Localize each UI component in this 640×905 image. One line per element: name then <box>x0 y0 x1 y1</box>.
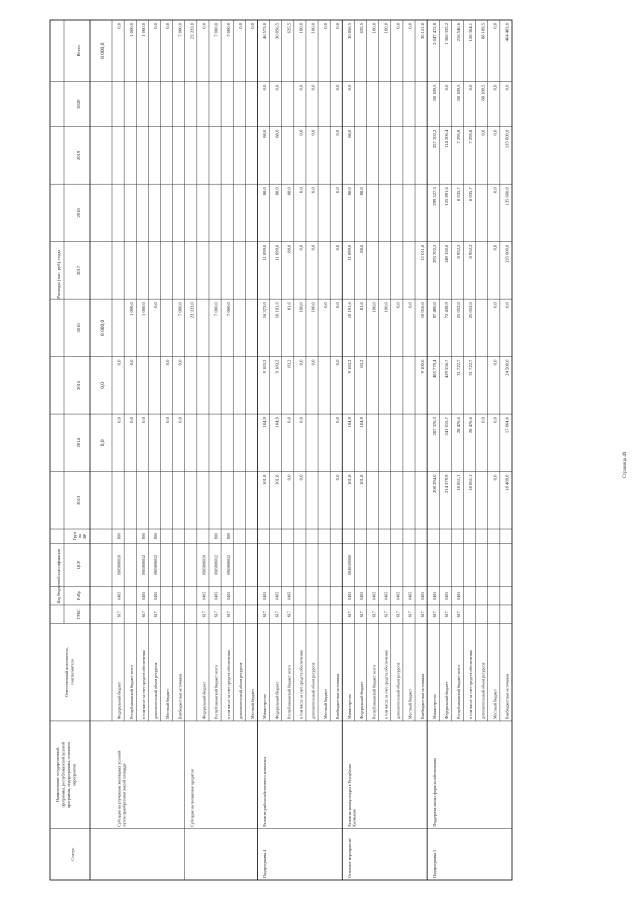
top-total-sum: 8 000,0 <box>100 42 106 59</box>
cell-value-2019: 0,0 <box>298 129 304 136</box>
cell-rzpr: 0405 <box>395 591 401 600</box>
header-rzpr: РзПр <box>76 591 81 601</box>
cell-value-2017: 8 952,2 <box>456 244 462 259</box>
cell-value-2020: 0,0 <box>274 84 280 91</box>
cell-value-2020: 0,0 <box>347 84 353 91</box>
cell-grbs: 617 <box>140 611 146 618</box>
cell-responsible: дополнительный объем ресурсов <box>237 662 243 719</box>
cell-value-2018: 8 035,7 <box>456 187 462 201</box>
cell-value-2020: 0,0 <box>262 84 268 91</box>
cell-value-2016: 25 052,0 <box>468 302 474 319</box>
cell-grbs: 617 <box>347 611 353 618</box>
cell-value-2017: 88,0 <box>359 244 365 253</box>
cell-value-2019: 0,0 <box>492 129 498 136</box>
cell-value-2013: 101,8 <box>359 474 365 485</box>
cell-value-2019: 88,0 <box>274 129 280 138</box>
cell-value-2018: 125 891,6 <box>444 187 449 206</box>
cell-value-2019: 7 295,8 <box>456 129 462 144</box>
cell-value-Всего: 7 000,0 <box>213 23 219 37</box>
cell-program-name: Субсидия на улучшение жилищных условий <box>116 750 122 827</box>
cell-value-2016: 100,0 <box>310 302 316 313</box>
cell-program-name: Развитие аквакультуры в Республике <box>347 763 353 827</box>
cell-rzpr: 0405 <box>225 591 231 600</box>
cell-responsible: дополнительный объем ресурсов <box>395 662 401 719</box>
cell-responsible: в том числе за счет средств обеспечения <box>468 650 474 719</box>
header-year-2019: 2019 <box>76 150 81 161</box>
cell-value-2016: 100,0 <box>298 302 304 313</box>
cell-value-2015: 31 722,7 <box>468 359 474 376</box>
cell-responsible: Местный бюджет <box>250 688 256 719</box>
cell-value-2014: 104,9 <box>274 417 280 428</box>
cell-value-2020: 0,0 <box>492 84 498 91</box>
cell-csr: 0905806010 <box>201 554 207 575</box>
header-expenses: Расходы (тыс. руб), годы <box>56 250 61 299</box>
page-number-label: Страница 49 <box>623 451 628 479</box>
cell-value-2015: 0,0 <box>177 359 183 366</box>
cell-value-2014: 0,0 <box>492 417 498 423</box>
cell-value-2015: 9 183,2 <box>347 359 353 374</box>
cell-responsible: Внебюджетные источники <box>419 673 425 719</box>
cell-responsible: в том числе за счет средств обеспечения <box>298 650 304 719</box>
cell-grbs: 617 <box>262 611 268 618</box>
cell-value-2014: 0,0 <box>286 417 292 423</box>
cell-grbs: 617 <box>201 611 207 618</box>
header-vr: па <box>77 534 82 539</box>
cell-responsible: Федеральный бюджет <box>444 681 449 719</box>
cell-value-2019: 0,0 <box>480 129 486 136</box>
cell-rzpr: 0405 <box>347 591 353 600</box>
cell-value-2016: 7 000,0 <box>177 302 183 316</box>
cell-value-Всего: 0,0 <box>237 23 243 29</box>
cell-value-2016: 23 333,0 <box>189 302 195 319</box>
header-year-2018: 2018 <box>76 208 81 218</box>
cell-value-2016: 10 191,6 <box>347 302 353 319</box>
cell-value-2014: 287 376,3 <box>431 417 437 436</box>
cell-value-Всего: 216 546,6 <box>456 23 462 42</box>
cell-vr: 800 <box>225 533 231 540</box>
cell-responsible: Внебюджетные источники <box>177 673 183 719</box>
top-total-2016: 8 000,0 <box>100 319 106 336</box>
cell-value-2018: 88,0 <box>347 187 353 196</box>
cell-value-2017: 8 952,2 <box>468 244 474 259</box>
cell-value-2015: 485 779,4 <box>431 359 437 378</box>
cell-grbs: 617 <box>213 611 219 618</box>
header-program-name: Наименование государственной <box>55 747 60 803</box>
cell-value-2016: 25 052,0 <box>456 302 462 319</box>
cell-value-Всего: 1 000,0 <box>140 23 146 37</box>
cell-value-2020: 0,0 <box>334 84 340 91</box>
cell-value-Всего: 23 333,0 <box>189 23 195 40</box>
cell-value-2016: 0,0 <box>395 302 401 308</box>
cell-value-2013: 208 294,0 <box>431 474 437 493</box>
cell-value-2013: 0,0 <box>286 474 292 481</box>
cell-value-2015: 0,0 <box>165 359 171 366</box>
cell-responsible: Министерство <box>431 694 437 719</box>
cell-vr: 800 <box>116 533 122 540</box>
cell-value-Всего: 30 121,0 <box>419 23 425 40</box>
cell-value-2019: 7 295,8 <box>468 129 474 144</box>
cell-responsible: дополнительный объем ресурсов <box>480 662 486 719</box>
cell-value-2018: 0,0 <box>298 187 304 193</box>
cell-value-2013: 214 379,9 <box>444 474 449 493</box>
cell-responsible: Республиканский бюджет всего <box>371 665 377 719</box>
cell-value-2014: 17 864,0 <box>504 417 510 434</box>
cell-value-2019: 135 600,0 <box>504 129 510 149</box>
cell-value-2013: 18 489,0 <box>504 474 510 491</box>
cell-value-2015: 9 183,2 <box>274 359 280 374</box>
cell-value-Всего: 100,0 <box>310 23 316 34</box>
cell-value-Всего: 30 856,5 <box>274 23 280 40</box>
cell-value-2018: 88,0 <box>274 187 280 196</box>
cell-value-2019: 0,0 <box>334 129 340 136</box>
cell-value-2015: 9 183,2 <box>262 359 268 374</box>
header-responsible: Ответственный исполнитель, <box>64 647 69 698</box>
cell-value-2016: 0,0 <box>492 302 498 308</box>
cell-value-2016: 72 438,9 <box>444 302 449 319</box>
cell-responsible: Министерство <box>262 694 268 719</box>
cell-value-2018: 0,0 <box>492 187 498 193</box>
cell-value-Всего: 7 000,0 <box>225 23 231 37</box>
cell-value-2017: 11 099,0 <box>347 244 353 261</box>
cell-rzpr: 0405 <box>444 591 449 600</box>
cell-responsible: Республиканский бюджет всего <box>286 665 292 719</box>
cell-responsible: Местный бюджет <box>165 688 171 719</box>
cell-value-2015: 31 722,7 <box>456 359 462 376</box>
cell-value-Всего: 88 189,5 <box>480 23 486 40</box>
cell-value-2014: 241 015,7 <box>444 417 449 436</box>
cell-value-2017: 0,0 <box>310 244 316 251</box>
cell-csr: 0905806012 <box>153 554 159 575</box>
cell-responsible: Федеральный бюджет <box>116 681 122 719</box>
cell-value-2020: 0,0 <box>310 84 316 91</box>
cell-value-2017: 0,0 <box>298 244 304 251</box>
cell-responsible: дополнительный объем ресурсов <box>153 662 159 719</box>
cell-value-2016: 10 010,0 <box>419 302 425 319</box>
cell-responsible: Местный бюджет <box>492 688 498 719</box>
cell-value-Всего: 1 366 335,2 <box>444 23 449 45</box>
cell-value-2014: 0,0 <box>128 417 134 423</box>
cell-grbs: 617 <box>444 611 449 618</box>
cell-value-2016: 100,0 <box>383 302 389 313</box>
header-vr: Груп <box>72 532 77 541</box>
cell-status: Подпрограмма 4 <box>262 849 268 878</box>
cell-value-Всего: 100,0 <box>371 23 377 34</box>
cell-value-2014: 0,0 <box>116 417 122 423</box>
cell-rzpr: 0405 <box>383 591 389 600</box>
cell-value-Всего: 128 364,1 <box>468 23 474 42</box>
cell-responsible: Республиканский бюджет всего <box>128 665 134 719</box>
cell-grbs: 617 <box>116 611 122 618</box>
cell-value-2016: 7 000,0 <box>225 302 231 316</box>
cell-value-Всего: 46 573,0 <box>262 23 268 40</box>
cell-value-2014: 0,0 <box>298 417 304 423</box>
cell-program-name: Развитие рыбохозяйственного комплекса <box>262 756 268 827</box>
cell-value-2016: 10 191,6 <box>274 302 280 319</box>
cell-value-2014: 0,0 <box>480 417 486 423</box>
header-status: Статус <box>70 847 75 861</box>
cell-value-2016: 0,0 <box>504 302 510 308</box>
cell-value-2016: 0,0 <box>407 302 413 308</box>
cell-value-Всего: 0,0 <box>153 23 159 29</box>
cell-value-2016: 97 490,0 <box>431 302 437 319</box>
header-year-2016: 2016 <box>76 323 81 333</box>
cell-responsible: Местный бюджет <box>407 688 413 719</box>
cell-value-2017: 135 600,0 <box>504 244 510 264</box>
cell-value-2017: 11 099,0 <box>274 244 280 261</box>
header-program-name: программы, подпрограммы, основного <box>66 741 71 808</box>
cell-value-2014: 0,0 <box>334 417 340 423</box>
cell-value-2017: 11 011,0 <box>419 244 425 261</box>
cell-value-2020: 88 189,5 <box>431 84 437 101</box>
cell-rzpr: 0405 <box>286 591 292 600</box>
cell-value-Всего: 0,0 <box>201 23 207 29</box>
cell-value-2016: 100,0 <box>371 302 377 313</box>
cell-value-2018: 299 527,3 <box>431 187 437 206</box>
cell-value-2020: 88 189,5 <box>480 84 486 101</box>
cell-value-2013: 18 851,1 <box>468 474 474 491</box>
cell-value-Всего: 0,0 <box>395 23 401 29</box>
cell-rzpr: 0405 <box>419 591 425 600</box>
cell-value-Всего: 635,5 <box>359 23 365 34</box>
cell-vr: 800 <box>140 533 146 540</box>
cell-value-2018: 0,0 <box>334 187 340 193</box>
header-csr: ЦСР <box>76 561 81 569</box>
cell-value-2015: 9 100,0 <box>419 359 425 374</box>
cell-value-2019: 257 102,2 <box>431 129 437 149</box>
cell-value-2018: 0,0 <box>310 187 316 193</box>
header-year-2020: 2020 <box>76 99 81 109</box>
cell-value-Всего: 2 047 472,8 <box>431 23 437 45</box>
cell-value-2015: 0,0 <box>334 359 340 366</box>
cell-csr: 0905806010 <box>116 554 122 575</box>
cell-value-Всего: 0,0 <box>322 23 328 29</box>
cell-value-2015: 0,0 <box>116 359 122 366</box>
cell-value-2020: 0,0 <box>298 84 304 91</box>
header-year-2013: 2013 <box>76 495 81 505</box>
cell-responsible: Внебюджетные источники <box>334 673 340 719</box>
cell-value-2014: 28 476,6 <box>456 417 462 434</box>
cell-grbs: 617 <box>274 611 280 618</box>
header-year-2014: 2014 <box>76 438 81 448</box>
cell-responsible: Министерство <box>347 694 353 719</box>
cell-grbs: 617 <box>456 611 462 618</box>
cell-value-2013: 101,8 <box>262 474 268 485</box>
cell-value-Всего: 7 000,0 <box>177 23 183 37</box>
cell-responsible: в том числе за счет средств обеспечения <box>225 650 231 719</box>
cell-value-2013: 101,8 <box>347 474 353 485</box>
cell-responsible: Федеральный бюджет <box>201 681 207 719</box>
cell-responsible: в том числе за счет средств обеспечения <box>383 650 389 719</box>
top-total-2015: 0,0 <box>100 381 106 389</box>
header-year-2017: 2017 <box>76 265 81 275</box>
cell-value-2014: 104,9 <box>359 417 365 428</box>
cell-value-2017: 149 150,0 <box>444 244 449 264</box>
cell-value-2020: 0,0 <box>504 84 510 91</box>
header-budget-code: Код бюджетной классификации <box>56 549 61 604</box>
cell-value-2020: 0,0 <box>444 84 449 91</box>
cell-value-2020: 88 189,5 <box>456 84 462 101</box>
cell-grbs: 617 <box>383 611 389 618</box>
cell-responsible: Местный бюджет <box>322 688 328 719</box>
cell-value-2015: 83,2 <box>286 359 292 368</box>
cell-rzpr: 0405 <box>153 591 159 600</box>
table-rotation-group <box>50 20 512 880</box>
cell-rzpr: 0405 <box>201 591 207 600</box>
cell-value-2015: 0,0 <box>298 359 304 366</box>
cell-program-name: путем приобретения жилой площади <box>121 763 127 827</box>
header-vr: ВР <box>82 533 87 539</box>
cell-value-2013: 101,8 <box>274 474 280 485</box>
cell-responsible: Федеральный бюджет <box>274 681 280 719</box>
cell-rzpr: 0405 <box>359 591 365 600</box>
cell-value-2016: 81,6 <box>359 302 365 311</box>
cell-rzpr: 0405 <box>116 591 122 600</box>
cell-value-2019: 0,0 <box>310 129 316 136</box>
cell-rzpr: 0405 <box>213 591 219 600</box>
cell-grbs: 617 <box>153 611 159 618</box>
cell-value-2016: 1 000,0 <box>140 302 146 316</box>
cell-value-2019: 88,0 <box>262 129 268 138</box>
cell-responsible: в том числе за счет средств обеспечения <box>140 650 146 719</box>
cell-grbs: 617 <box>225 611 231 618</box>
cell-value-2015: 429 556,7 <box>444 359 449 378</box>
cell-value-2016: 0,0 <box>322 302 328 308</box>
cell-vr: 800 <box>213 533 219 540</box>
cell-rzpr: 0405 <box>262 591 268 600</box>
cell-value-2018: 8 035,7 <box>468 187 474 201</box>
cell-grbs: 617 <box>419 611 425 618</box>
cell-value-2019: 88,0 <box>347 129 353 138</box>
cell-responsible: Внебюджетные источники <box>504 673 510 719</box>
cell-grbs: 617 <box>431 611 437 618</box>
cell-value-2017: 0,0 <box>492 244 498 251</box>
cell-value-2013: 0,0 <box>334 474 340 481</box>
cell-responsible: Республиканский бюджет всего <box>456 665 462 719</box>
top-total-2014: 0,0 <box>100 439 106 447</box>
cell-value-2015: 24 500,0 <box>504 359 510 376</box>
cell-value-Всего: 0,0 <box>334 23 340 29</box>
cell-value-2018: 88,0 <box>286 187 292 196</box>
cell-rzpr: 0405 <box>407 591 413 600</box>
cell-grbs: 617 <box>407 611 413 618</box>
cell-value-2015: 83,2 <box>359 359 365 368</box>
cell-status: Основное мероприятие <box>347 838 353 878</box>
cell-responsible: Федеральный бюджет <box>359 681 365 719</box>
cell-value-2018: 88,0 <box>262 187 268 196</box>
cell-value-Всего: 635,5 <box>286 23 292 34</box>
cell-value-2016: 0,0 <box>153 302 159 308</box>
header-year-2015: 2015 <box>76 380 81 390</box>
cell-value-2018: 88,0 <box>359 187 365 196</box>
cell-program-name: Субсидия на погашение кредитов <box>189 769 195 827</box>
cell-value-2017: 11 099,0 <box>262 244 268 261</box>
header-grbs: ГРБС <box>76 609 81 619</box>
cell-value-2017: 88,0 <box>286 244 292 253</box>
cell-grbs: 617 <box>395 611 401 618</box>
cell-value-2015: 0,0 <box>310 359 316 366</box>
cell-value-2015: 0,0 <box>128 359 134 366</box>
cell-rzpr: 0405 <box>456 591 462 600</box>
cell-value-2014: 104,9 <box>262 417 268 428</box>
cell-value-2013: 18 851,1 <box>456 474 462 491</box>
cell-csr: 0905806012 <box>213 554 219 575</box>
cell-value-2016: 81,6 <box>286 302 292 311</box>
header-year-Всего: Всего <box>76 45 81 57</box>
cell-value-2020: 0,0 <box>468 84 474 91</box>
cell-value-2014: 0,0 <box>165 417 171 423</box>
cell-value-2018: 135 600,0 <box>504 187 510 206</box>
cell-csr: 0905806012 <box>225 554 231 575</box>
cell-value-2019: 114 206,4 <box>444 129 449 148</box>
cell-value-2017: 0,0 <box>334 244 340 251</box>
cell-value-Всего: 464 483,0 <box>504 23 510 42</box>
header-program-name: программы, республиканской целевой <box>60 742 66 808</box>
cell-rzpr: 0405 <box>140 591 146 600</box>
cell-value-2017: 293 702,2 <box>431 244 437 264</box>
cell-csr: 0940100000 <box>347 554 353 575</box>
cell-value-Всего: 0,0 <box>165 23 171 29</box>
cell-grbs: 617 <box>359 611 365 618</box>
cell-value-2015: 0,0 <box>492 359 498 366</box>
cell-vr: 800 <box>153 533 159 540</box>
cell-value-Всего: 30 856,5 <box>347 23 353 40</box>
cell-rzpr: 0405 <box>431 591 437 600</box>
cell-csr: 0905806012 <box>140 554 146 575</box>
cell-value-2014: 0,0 <box>140 417 146 423</box>
cell-responsible: Республиканский бюджет всего <box>213 665 219 719</box>
cell-value-Всего: 0,0 <box>492 23 498 29</box>
cell-program-name: Поддержка малых форм хозяйствования <box>431 758 437 827</box>
cell-value-Всего: 100,0 <box>383 23 389 34</box>
cell-status: Подпрограмма 5 <box>431 849 437 878</box>
cell-program-name: Калмыкия <box>351 809 357 827</box>
cell-rzpr: 0405 <box>274 591 280 600</box>
cell-value-2013: 0,0 <box>492 474 498 481</box>
cell-value-2016: 7 000,0 <box>213 302 219 316</box>
cell-value-Всего: 100,0 <box>298 23 304 34</box>
cell-rzpr: 0405 <box>371 591 377 600</box>
cell-value-2016: 16 373,0 <box>262 302 268 319</box>
cell-grbs: 617 <box>286 611 292 618</box>
cell-value-2013: 0,0 <box>298 474 304 481</box>
cell-value-2016: 0,0 <box>334 302 340 308</box>
cell-value-2014: 0,0 <box>177 417 183 423</box>
header-program-name: мероприятия <box>71 763 77 786</box>
cell-value-Всего: 1 000,0 <box>128 23 134 37</box>
cell-responsible: дополнительный объем ресурсов <box>310 662 316 719</box>
cell-value-2014: 104,9 <box>347 417 353 428</box>
cell-value-2014: 28 476,6 <box>468 417 474 434</box>
cell-value-Всего: 0,0 <box>250 23 256 29</box>
header-responsible: соисполнители <box>69 659 75 686</box>
cell-value-Всего: 0,0 <box>407 23 413 29</box>
cell-value-2016: 1 000,0 <box>128 302 134 316</box>
cell-value-Всего: 0,0 <box>116 23 122 29</box>
cell-grbs: 617 <box>371 611 377 618</box>
